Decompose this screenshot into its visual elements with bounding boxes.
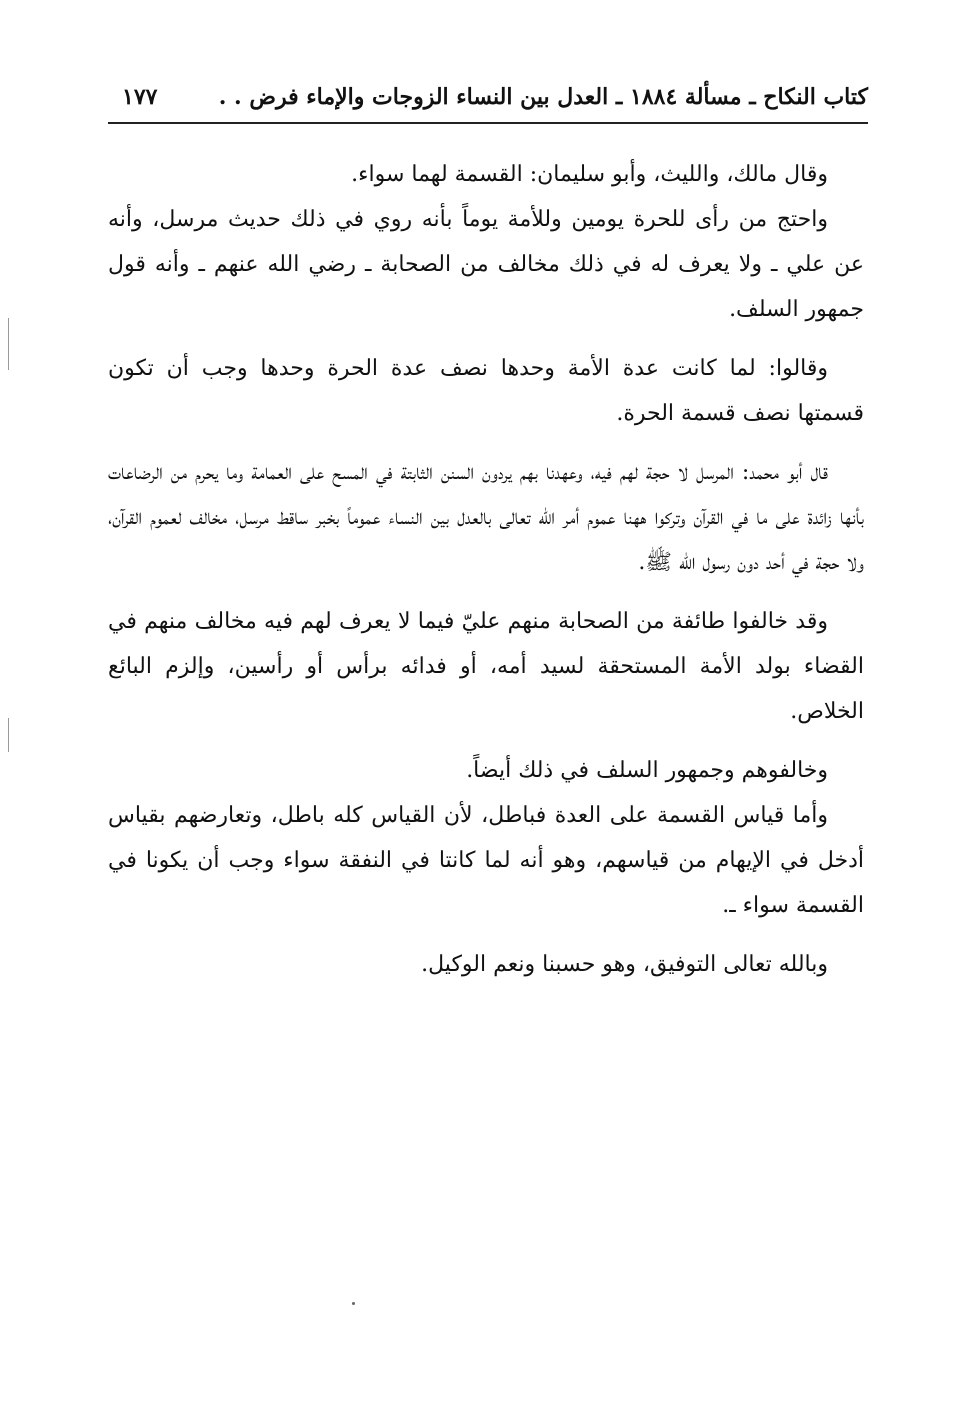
paragraph-2: واحتج من رأى للحرة يومين وللأمة يوماً بأنه روي في ذلك حديث مرسل، وأنه عن علي ـ ولا يعرف له في ذلك مخالف من الصحابة ـ رضي الله عنهم ـ وأنه قول جمهور السلف. (108, 207, 864, 322)
paragraph-4: قال أبو محمد: المرسل لا حجة لهم فيه، وعهدنا بهم يردون السنن الثابتة في المسح على العمامة وما يحرم من الرضاعات بأنها زائدة على ما في القرآن وتركوا ههنا عموم أمر الله تعالى بالعدل بين النساء عموماً بخبر ساقط مرسل، مخالف لعموم القرآن، ولا حجة في أحد دون رسول الله ﷺ. (108, 460, 864, 575)
scan-margin-line (8, 318, 9, 370)
paragraph-5: وقد خالفوا طائفة من الصحابة منهم عليّ فيما لا يعرف لهم فيه مخالف منهم في القضاء بولد الأمة المستحقة لسيد أمه، أو فدائه برأس أو رأسين، وإلزم البائع الخلاص. (108, 609, 864, 724)
scan-margin-line (8, 718, 9, 752)
scan-speck (352, 1302, 355, 1305)
page-number: ١٧٧ (122, 84, 158, 110)
paragraph-1: وقال مالك، والليث، وأبو سليمان: القسمة لهما سواء. (351, 162, 828, 187)
paragraph-3: وقالوا: لما كانت عدة الأمة وحدها نصف عدة الحرة وحدها وجب أن تكون قسمتها نصف قسمة الحرة. (108, 356, 864, 426)
running-title: كتاب النكاح ـ مسألة ١٨٨٤ ـ العدل بين النساء الزوجات والإماء فرض . . (218, 84, 868, 110)
header-rule (108, 122, 868, 124)
page-header (108, 78, 868, 118)
paragraph-8: وبالله تعالى التوفيق، وهو حسبنا ونعم الوكيل. (421, 952, 828, 977)
paragraph-6: وخالفوهم وجمهور السلف في ذلك أيضاً. (466, 758, 828, 783)
paragraph-7: وأما قياس القسمة على العدة فباطل، لأن القياس كله باطل، وتعارضهم بقياس أدخل في الإيهام من قياسهم، وهو أنه لما كانتا في النفقة سواء وجب أن يكونا في القسمة سواء ـ. (108, 803, 864, 918)
body-text (108, 152, 864, 1001)
